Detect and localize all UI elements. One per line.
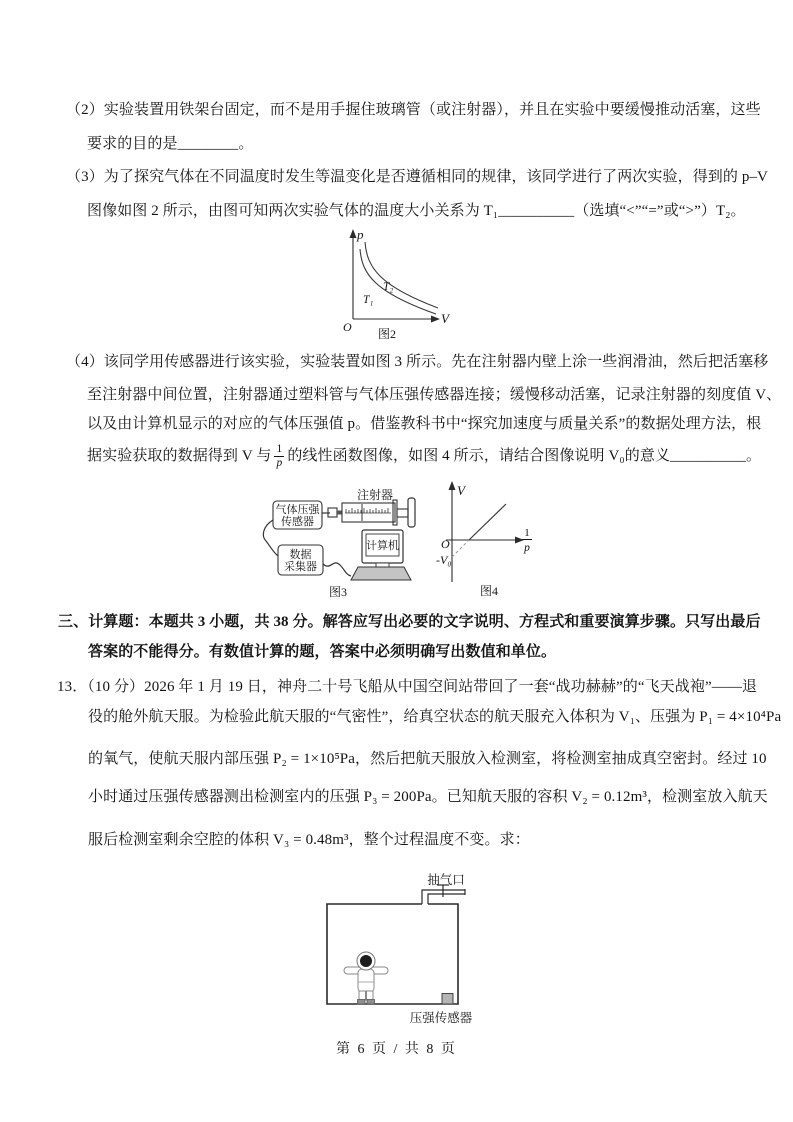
fig13-port-label: 抽气口 <box>427 873 465 887</box>
astronaut-figure <box>344 952 388 1004</box>
section-3-header-line-1: 三、计算题：本题共 3 小题，共 38 分。解答应写出必要的文字说明、方程式和重要演算步骤。只写出最后 <box>58 614 761 630</box>
q2-line-2: 要求的目的是________。 <box>87 136 254 152</box>
q13-line-5: 服后检测室剩余空腔的体积 V₃ = 0.48m³，整个过程温度不变。求： <box>88 832 530 848</box>
astronaut-boot-left <box>358 1000 366 1005</box>
fig3-sensor-label-2: 传感器 <box>281 516 314 528</box>
astronaut-leg-left <box>359 991 366 1000</box>
fig4-intercept-label: -V₀ <box>436 553 452 567</box>
fig3-cable-sensor-collector <box>263 520 278 556</box>
fig2-x-label: V <box>441 311 449 326</box>
fig4-caption: 图4 <box>479 584 499 598</box>
fig13-pipe-inner <box>428 894 465 904</box>
q4-line-4 <box>87 443 761 469</box>
fig3-nozzle <box>337 511 342 515</box>
fig4-y-label: V <box>457 483 465 498</box>
fig13-chamber-wall <box>327 904 458 1004</box>
q4-fraction-numerator: 1 <box>276 442 283 455</box>
fig2-origin-label: O <box>343 320 352 334</box>
q13-line-1: 13．（10 分）2026 年 1 月 19 日，神舟二十号飞船从中国空间站带回了一套“战功赫赫”的“飞天战袍”——退 <box>57 679 758 695</box>
astronaut-leg-right <box>367 991 374 1000</box>
q3-line-2: 图像如图 2 所示，由图可知两次实验气体的温度大小关系为 T₁__________（选填“<”“=”或“>”）T₂。 <box>87 203 746 219</box>
q4-line-1: （4）该同学用传感器进行该实验，实验装置如图 3 所示。先在注射器内壁上涂一些润滑油，然后把活塞移 <box>66 354 769 370</box>
q13-line-3: 的氧气，使航天服内部压强 P₂ = 1×10⁵Pa，然后把航天服放入检测室，将检测室抽成真空密封。经过 10 <box>88 751 767 767</box>
fig3-computer-label: 计算机 <box>366 540 399 552</box>
fig3-caption: 图3 <box>328 585 348 599</box>
q4-fraction-denominator: p <box>276 456 283 469</box>
q4-line-2: 至注射器中间位置，注射器通过塑料管与气体压强传感器连接；缓慢移动活塞，记录注射器的刻度值 V、 <box>87 387 782 403</box>
fig4-line <box>469 504 506 540</box>
q4-fraction-1-over-p <box>274 443 284 469</box>
figure-2-pv-graph <box>338 226 458 344</box>
figure-13-chamber <box>320 870 490 1028</box>
fig3-syringe-label: 注射器 <box>356 488 394 502</box>
fig4-y-arrow-icon <box>449 481 456 490</box>
fig13-pressure-sensor-box <box>442 994 453 1005</box>
q2-line-1: （2）实验装置用铁架台固定，而不是用手握住玻璃管（或注射器），并且在实验中要缓慢推动活塞，这些 <box>66 102 761 118</box>
figure-3-apparatus <box>258 484 428 602</box>
fig3-keyboard <box>351 567 411 580</box>
section-3-header-line-2: 答案的不能得分。有数值计算的题，答案中必须明确写出数值和单位。 <box>88 644 557 660</box>
q4-line-4-post: 的线性函数图像，如图 4 所示，请结合图像说明 V₀的意义__________。 <box>287 448 762 464</box>
fig2-caption: 图2 <box>377 327 397 341</box>
q3-line-1: （3）为了探究气体在不同温度时发生等温变化是否遵循相同的规律，该同学进行了两次实验，得到的 p–V <box>66 169 768 185</box>
page-footer: 第 6 页 / 共 8 页 <box>336 1042 457 1057</box>
fig2-x-arrow-icon <box>431 316 440 323</box>
figure-4-linear-graph <box>436 478 548 602</box>
q13-line-4: 小时通过压强传感器测出检测室内的压强 P₃ = 200Pa。已知航天服的容积 V₂ = 0.12m³，检测室放入航天 <box>88 789 768 805</box>
fig2-t2-label: T₂ <box>383 281 394 293</box>
fig3-sensor-label-1: 气体压强 <box>275 504 320 516</box>
q13-line-2: 役的舱外航天服。为检验此航天服的“气密性”，给真空状态的航天服充入体积为 V₁、压强为 P₁ = 4×10⁴Pa <box>88 709 782 725</box>
fig4-x-label-numerator: 1 <box>524 527 530 539</box>
q4-line-3: 以及由计算机显示的对应的气体压强值 p。借鉴教科书中“探究加速度与质量关系”的数据处理方法，根 <box>87 416 762 432</box>
astronaut-visor <box>360 955 372 967</box>
fig13-sensor-label: 压强传感器 <box>409 1011 473 1025</box>
q4-line-4-pre: 据实验获取的数据得到 V 与 <box>87 448 272 464</box>
astronaut-boot-right <box>367 1000 375 1005</box>
fig2-curve-t2 <box>365 242 438 308</box>
fig4-dashed-segment <box>452 540 469 557</box>
fig3-syringe-scale <box>345 508 391 513</box>
fig3-plunger-handle <box>408 498 415 527</box>
fig4-x-label-denominator: p <box>524 542 530 554</box>
fig4-origin-label: O <box>441 537 450 551</box>
fig3-plunger-rod <box>397 509 408 517</box>
astronaut-torso <box>358 969 374 992</box>
fig2-y-label: p <box>357 227 364 242</box>
fig3-collector-label-2: 采集器 <box>284 561 317 573</box>
fig3-collector-label-1: 数据 <box>289 549 312 561</box>
fig2-y-arrow-icon <box>350 229 357 238</box>
fig3-monitor-stand <box>376 563 389 567</box>
fig3-syringe-barrel <box>342 503 395 522</box>
fig2-t1-label: T₁ <box>363 294 374 306</box>
fig3-cable-collector-computer <box>323 563 351 576</box>
